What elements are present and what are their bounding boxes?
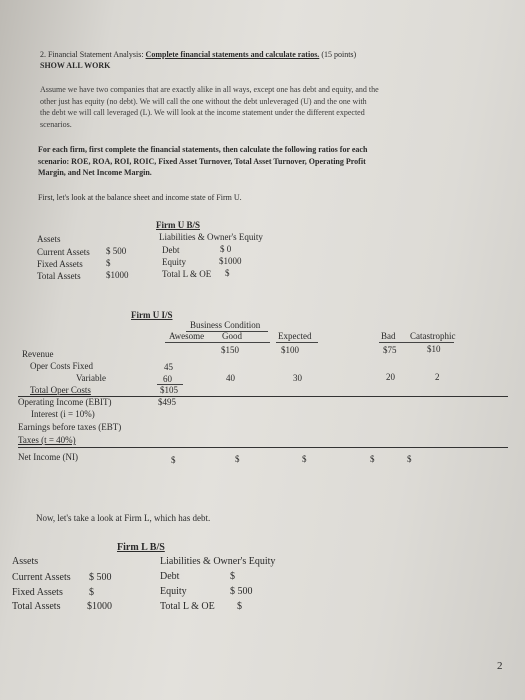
firm-u-bs-title: Firm U B/S: [156, 220, 200, 230]
bs-row-value: $: [89, 587, 94, 598]
bs-row-label: Fixed Assets: [12, 587, 63, 598]
bs-row-label: Current Assets: [12, 572, 71, 583]
intro-line: the debt we will call leveraged (L). We will look at the income statement under the different expected: [40, 108, 365, 117]
net-income-value: $: [407, 454, 412, 464]
intro-line: scenarios.: [40, 119, 72, 129]
variable-value: 60: [163, 374, 172, 384]
question-header: [40, 50, 356, 59]
bs-row-label: Equity: [162, 257, 186, 267]
taxes-label: Taxes (t = 40%): [18, 435, 76, 445]
ebit-label: Operating Income (EBIT): [18, 397, 112, 407]
bs-row-label: Debt: [162, 245, 180, 255]
liabilities-equity-label: Liabilities & Owner's Equity: [160, 556, 276, 567]
bs-row-label: Total Assets: [12, 601, 61, 612]
question-number-title: 2. Financial Statement Analysis:: [40, 50, 144, 59]
bs-row-label: Current Assets: [37, 247, 90, 257]
variable-value: 2: [435, 372, 440, 382]
bs-row-value: $: [106, 258, 111, 268]
bs-row-label: Total Assets: [37, 271, 81, 281]
bs-row-value: $ 500: [106, 246, 127, 256]
net-income-label: Net Income (NI): [18, 452, 78, 462]
header-underline: [165, 342, 270, 343]
scenario-header: Awesome: [169, 331, 205, 341]
ebt-label: Earnings before taxes (EBT): [18, 422, 122, 432]
total-oper-costs-label: Total Oper Costs: [30, 385, 91, 395]
instruction-line: scenario: ROE, ROA, ROI, ROIC, Fixed Asset Turnover, Total Asset Turnover, Operating Profit: [38, 156, 366, 166]
net-income-value: $: [171, 455, 176, 465]
scenario-header: Catastrophic: [410, 331, 456, 341]
scenario-header: Good: [222, 331, 242, 341]
bs-row-value: $1000: [106, 270, 129, 280]
page-number: 2: [497, 660, 503, 672]
question-title: Complete financial statements and calculate ratios.: [145, 50, 320, 59]
interest-label: Interest (i = 10%): [31, 409, 95, 419]
oper-costs-fixed-label: Oper Costs Fixed: [30, 361, 93, 371]
revenue-value: $10: [427, 344, 441, 354]
bs-row-label: Debt: [160, 571, 180, 582]
bs-row-value: $ 500: [230, 586, 253, 597]
instructions-paragraph: [38, 144, 488, 179]
instruction-line: For each firm, first complete the financial statements, then calculate the following ratios for each: [38, 145, 368, 154]
first-line: First, let's look at the balance sheet and income state of Firm U.: [38, 193, 242, 202]
scenario-header: Bad: [381, 331, 396, 341]
variable-value: 40: [226, 373, 235, 383]
assets-label: Assets: [37, 234, 61, 244]
bs-row-value: $ 500: [89, 572, 112, 583]
bs-row-label: Fixed Assets: [37, 259, 83, 269]
bs-row-label: Total L & OE: [162, 269, 212, 279]
bs-row-value: $ 0: [220, 244, 232, 254]
bs-row-value: $1000: [219, 256, 242, 266]
header-underline: [379, 342, 454, 343]
bs-row-value: $: [237, 601, 242, 612]
intro-line: other just has equity (no debt). We will call the one without the debt unleveraged (U) and the one with: [40, 96, 367, 106]
firm-l-bs-title: Firm L B/S: [117, 542, 165, 553]
revenue-label: Revenue: [22, 349, 54, 359]
ebit-value: $495: [158, 397, 176, 407]
revenue-value: $75: [383, 345, 397, 355]
variable-label: Variable: [76, 373, 106, 383]
bs-row-value: $: [230, 571, 235, 582]
bs-row-label: Equity: [160, 586, 187, 597]
header-underline: [276, 342, 318, 343]
net-income-value: $: [302, 454, 307, 464]
question-points: (15 points): [321, 50, 357, 59]
intro-paragraph: [40, 84, 480, 130]
revenue-value: $100: [281, 345, 299, 355]
show-all-work: SHOW ALL WORK: [40, 61, 111, 70]
assets-label: Assets: [12, 556, 39, 567]
variable-value: 30: [293, 373, 302, 383]
total-oper-costs-value: $105: [160, 385, 178, 395]
bs-row-value: $: [225, 268, 230, 278]
net-income-value: $: [370, 454, 375, 464]
business-condition-label: Business Condition: [190, 320, 261, 330]
revenue-value: $150: [221, 345, 239, 355]
liabilities-equity-label: Liabilities & Owner's Equity: [159, 232, 263, 242]
fixed-cost-value: 45: [164, 362, 173, 372]
bs-row-label: Total L & OE: [160, 601, 215, 612]
intro-line: Assume we have two companies that are exactly alike in all ways, except one has debt and equity, and the: [40, 85, 379, 94]
net-income-value: $: [235, 454, 240, 464]
scenario-header: Expected: [278, 331, 312, 341]
instruction-line: Margin, and Net Income Margin.: [38, 168, 152, 177]
firm-u-is-title: Firm U I/S: [131, 310, 173, 320]
now-line: Now, let's take a look at Firm L, which has debt.: [36, 513, 211, 523]
bs-row-value: $1000: [87, 601, 112, 612]
net-income-separator-line: [18, 447, 508, 448]
variable-value: 20: [386, 372, 395, 382]
